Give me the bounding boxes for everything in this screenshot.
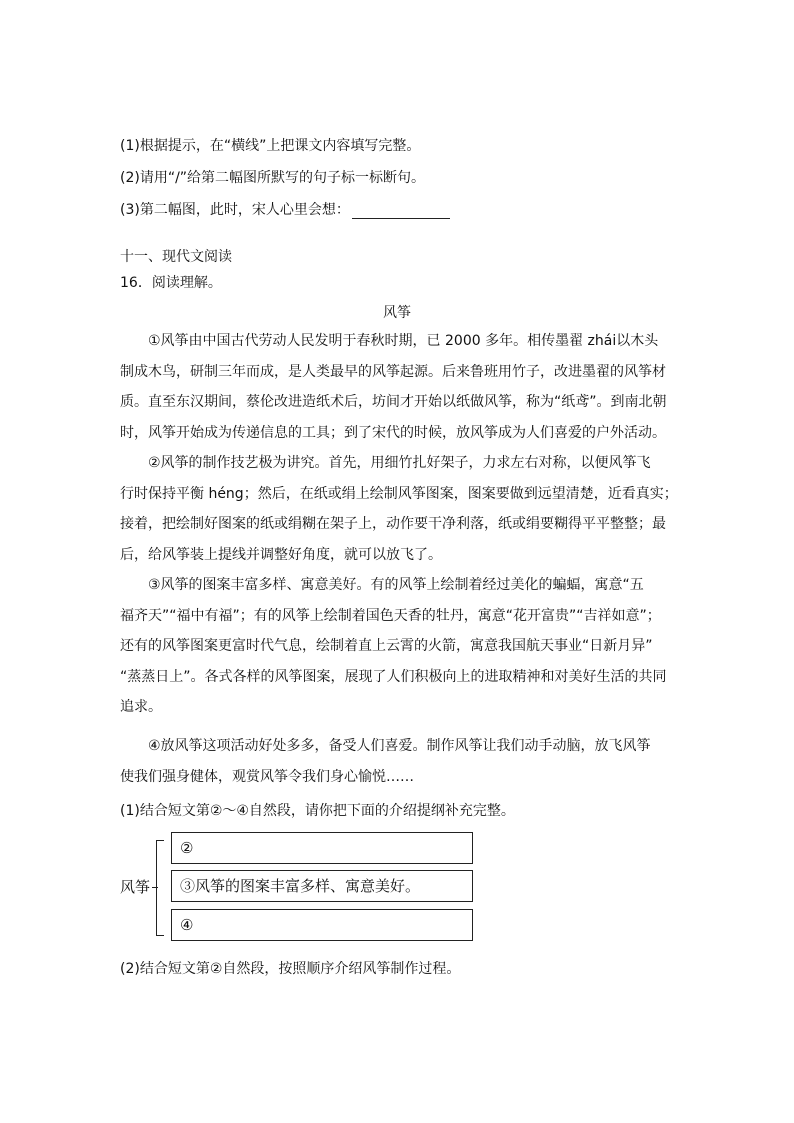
paragraph-line: 接着，把绘制好图案的纸或绢糊在架子上，动作要干净利落，纸或绢要糊得平平整整；最 — [120, 516, 666, 532]
paragraph-1 — [120, 326, 676, 448]
paragraph-2 — [120, 448, 676, 570]
paragraph-line: “蒸蒸日上”。各式各样的风筝图案，展现了人们积极向上的进取精神和对美好生活的共同 — [120, 668, 667, 685]
paragraph-line: 行时保持平衡 héng；然后，在纸或绢上绘制风筝图案，图案要做到远望清楚，近看真实； — [120, 485, 678, 502]
question-3-text: (3)第二幅图，此时，宋人心里会想： — [120, 202, 350, 218]
outline-box-3: ③风筝的图案丰富多样、寓意美好。 — [171, 870, 473, 902]
question-2: (2)请用“/”给第二幅图所默写的句子标一标断句。 — [120, 170, 426, 186]
paragraph-line: 使我们强身健体，观赏风筝令我们身心愉悦…… — [120, 768, 414, 785]
paragraph-line: ②风筝的制作技艺极为讲究。首先，用细竹扎好架子，力求左右对称，以便风筝飞 — [148, 455, 651, 471]
outline-brace — [156, 840, 167, 936]
question-3 — [120, 199, 450, 219]
answer-blank[interactable] — [352, 204, 450, 219]
question-1: (1)根据提示，在“横线”上把课文内容填写完整。 — [120, 138, 421, 154]
outline-box-4[interactable]: ④ — [171, 909, 473, 941]
outline-box-2[interactable]: ② — [171, 832, 473, 864]
paragraph-3 — [120, 570, 676, 723]
paragraph-line: 质。直至东汉期间，蔡伦改进造纸术后，坊间才开始以纸做风筝，称为“纸鸢”。到南北朝 — [120, 394, 667, 410]
paragraph-line: 追求。 — [120, 699, 162, 715]
outline-label: 风筝 — [120, 878, 151, 896]
paragraph-4 — [120, 731, 676, 792]
paragraph-line: 时，风筝开始成为传递信息的工具；到了宋代的时候，放风筝成为人们喜爱的户外活动。 — [120, 424, 666, 441]
paragraph-line: 制成木鸟，研制三年而成，是人类最早的风筝起源。后来鲁班用竹子，改进墨翟的风筝材 — [120, 363, 666, 380]
sub-question-2: (2)结合短文第②自然段，按照顺序介绍风筝制作过程。 — [120, 961, 461, 977]
paragraph-line: ④放风筝这项活动好处多多，备受人们喜爱。制作风筝让我们动手动脑，放飞风筝 — [148, 738, 651, 754]
question-number: 16．阅读理解。 — [120, 275, 222, 291]
outline-diagram — [120, 828, 480, 946]
sub-question-1: (1)结合短文第②～④自然段，请你把下面的介绍提纲补充完整。 — [120, 803, 515, 819]
paragraph-line: ③风筝的图案丰富多样、寓意美好。有的风筝上绘制着经过美化的蝙蝠，寓意“五 — [148, 577, 644, 593]
paragraph-line: 后，给风筝装上提线并调整好角度，就可以放飞了。 — [120, 546, 442, 563]
paragraph-line: 还有的风筝图案更富时代气息，绘制着直上云霄的火箭，寓意我国航天事业“日新月异” — [120, 638, 653, 654]
article-title: 风筝 — [383, 305, 411, 321]
paragraph-line: 福齐天”“福中有福”；有的风筝上绘制着国色天香的牡丹，寓意“花开富贵”“吉祥如意”； — [120, 607, 661, 624]
section-heading: 十一、现代文阅读 — [120, 249, 232, 265]
paragraph-line: ①风筝由中国古代劳动人民发明于春秋时期，已 2000 多年。相传墨翟 zhái以木头 — [148, 333, 659, 349]
